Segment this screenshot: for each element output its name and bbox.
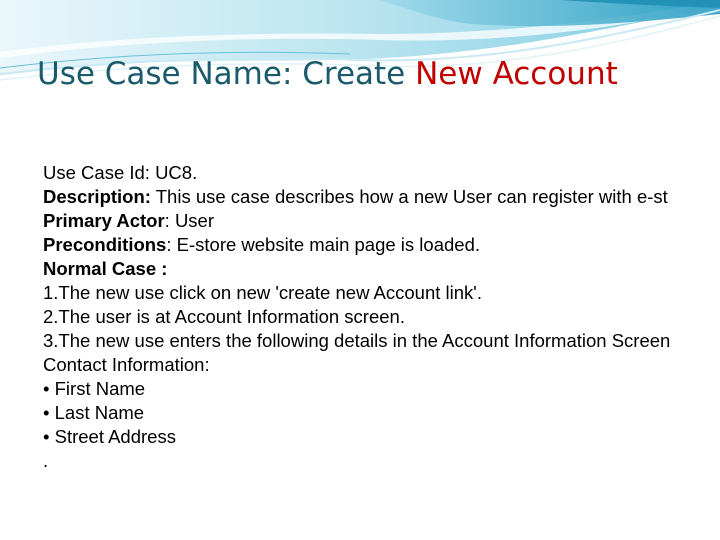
bullet-street-address: • Street Address <box>43 426 176 447</box>
primary-actor-label: Primary Actor <box>43 210 165 231</box>
bullet-first-name: • First Name <box>43 378 146 399</box>
title-accent: New Account <box>415 56 618 92</box>
primary-actor-text: : User <box>164 210 215 231</box>
description-label: Description: <box>43 186 151 207</box>
preconditions-text: : E-store website main page is loaded. <box>166 234 481 255</box>
normal-case-line <box>43 257 720 281</box>
use-case-body <box>43 161 720 473</box>
description-line <box>43 185 720 209</box>
continuation-dot: . <box>43 450 49 471</box>
slide-title <box>37 52 618 96</box>
use-case-id: Use Case Id: UC8. <box>43 162 198 183</box>
title-prefix: Use Case Name: Create <box>37 56 416 92</box>
primary-actor-line <box>43 209 720 233</box>
bullet-last-name: • Last Name <box>43 402 145 423</box>
step-2: 2.The user is at Account Information screen. <box>43 306 405 327</box>
contact-info-heading: Contact Information: <box>43 354 210 375</box>
preconditions-label: Preconditions <box>43 234 167 255</box>
preconditions-line <box>43 233 720 257</box>
description-text: This use case describes how a new User can register with e-st <box>150 186 668 207</box>
step-1: 1.The new use click on new 'create new Account link'. <box>43 282 482 303</box>
step-3: 3.The new use enters the following details in the Account Information Screen <box>43 330 671 351</box>
normal-case-label: Normal Case : <box>43 258 168 279</box>
